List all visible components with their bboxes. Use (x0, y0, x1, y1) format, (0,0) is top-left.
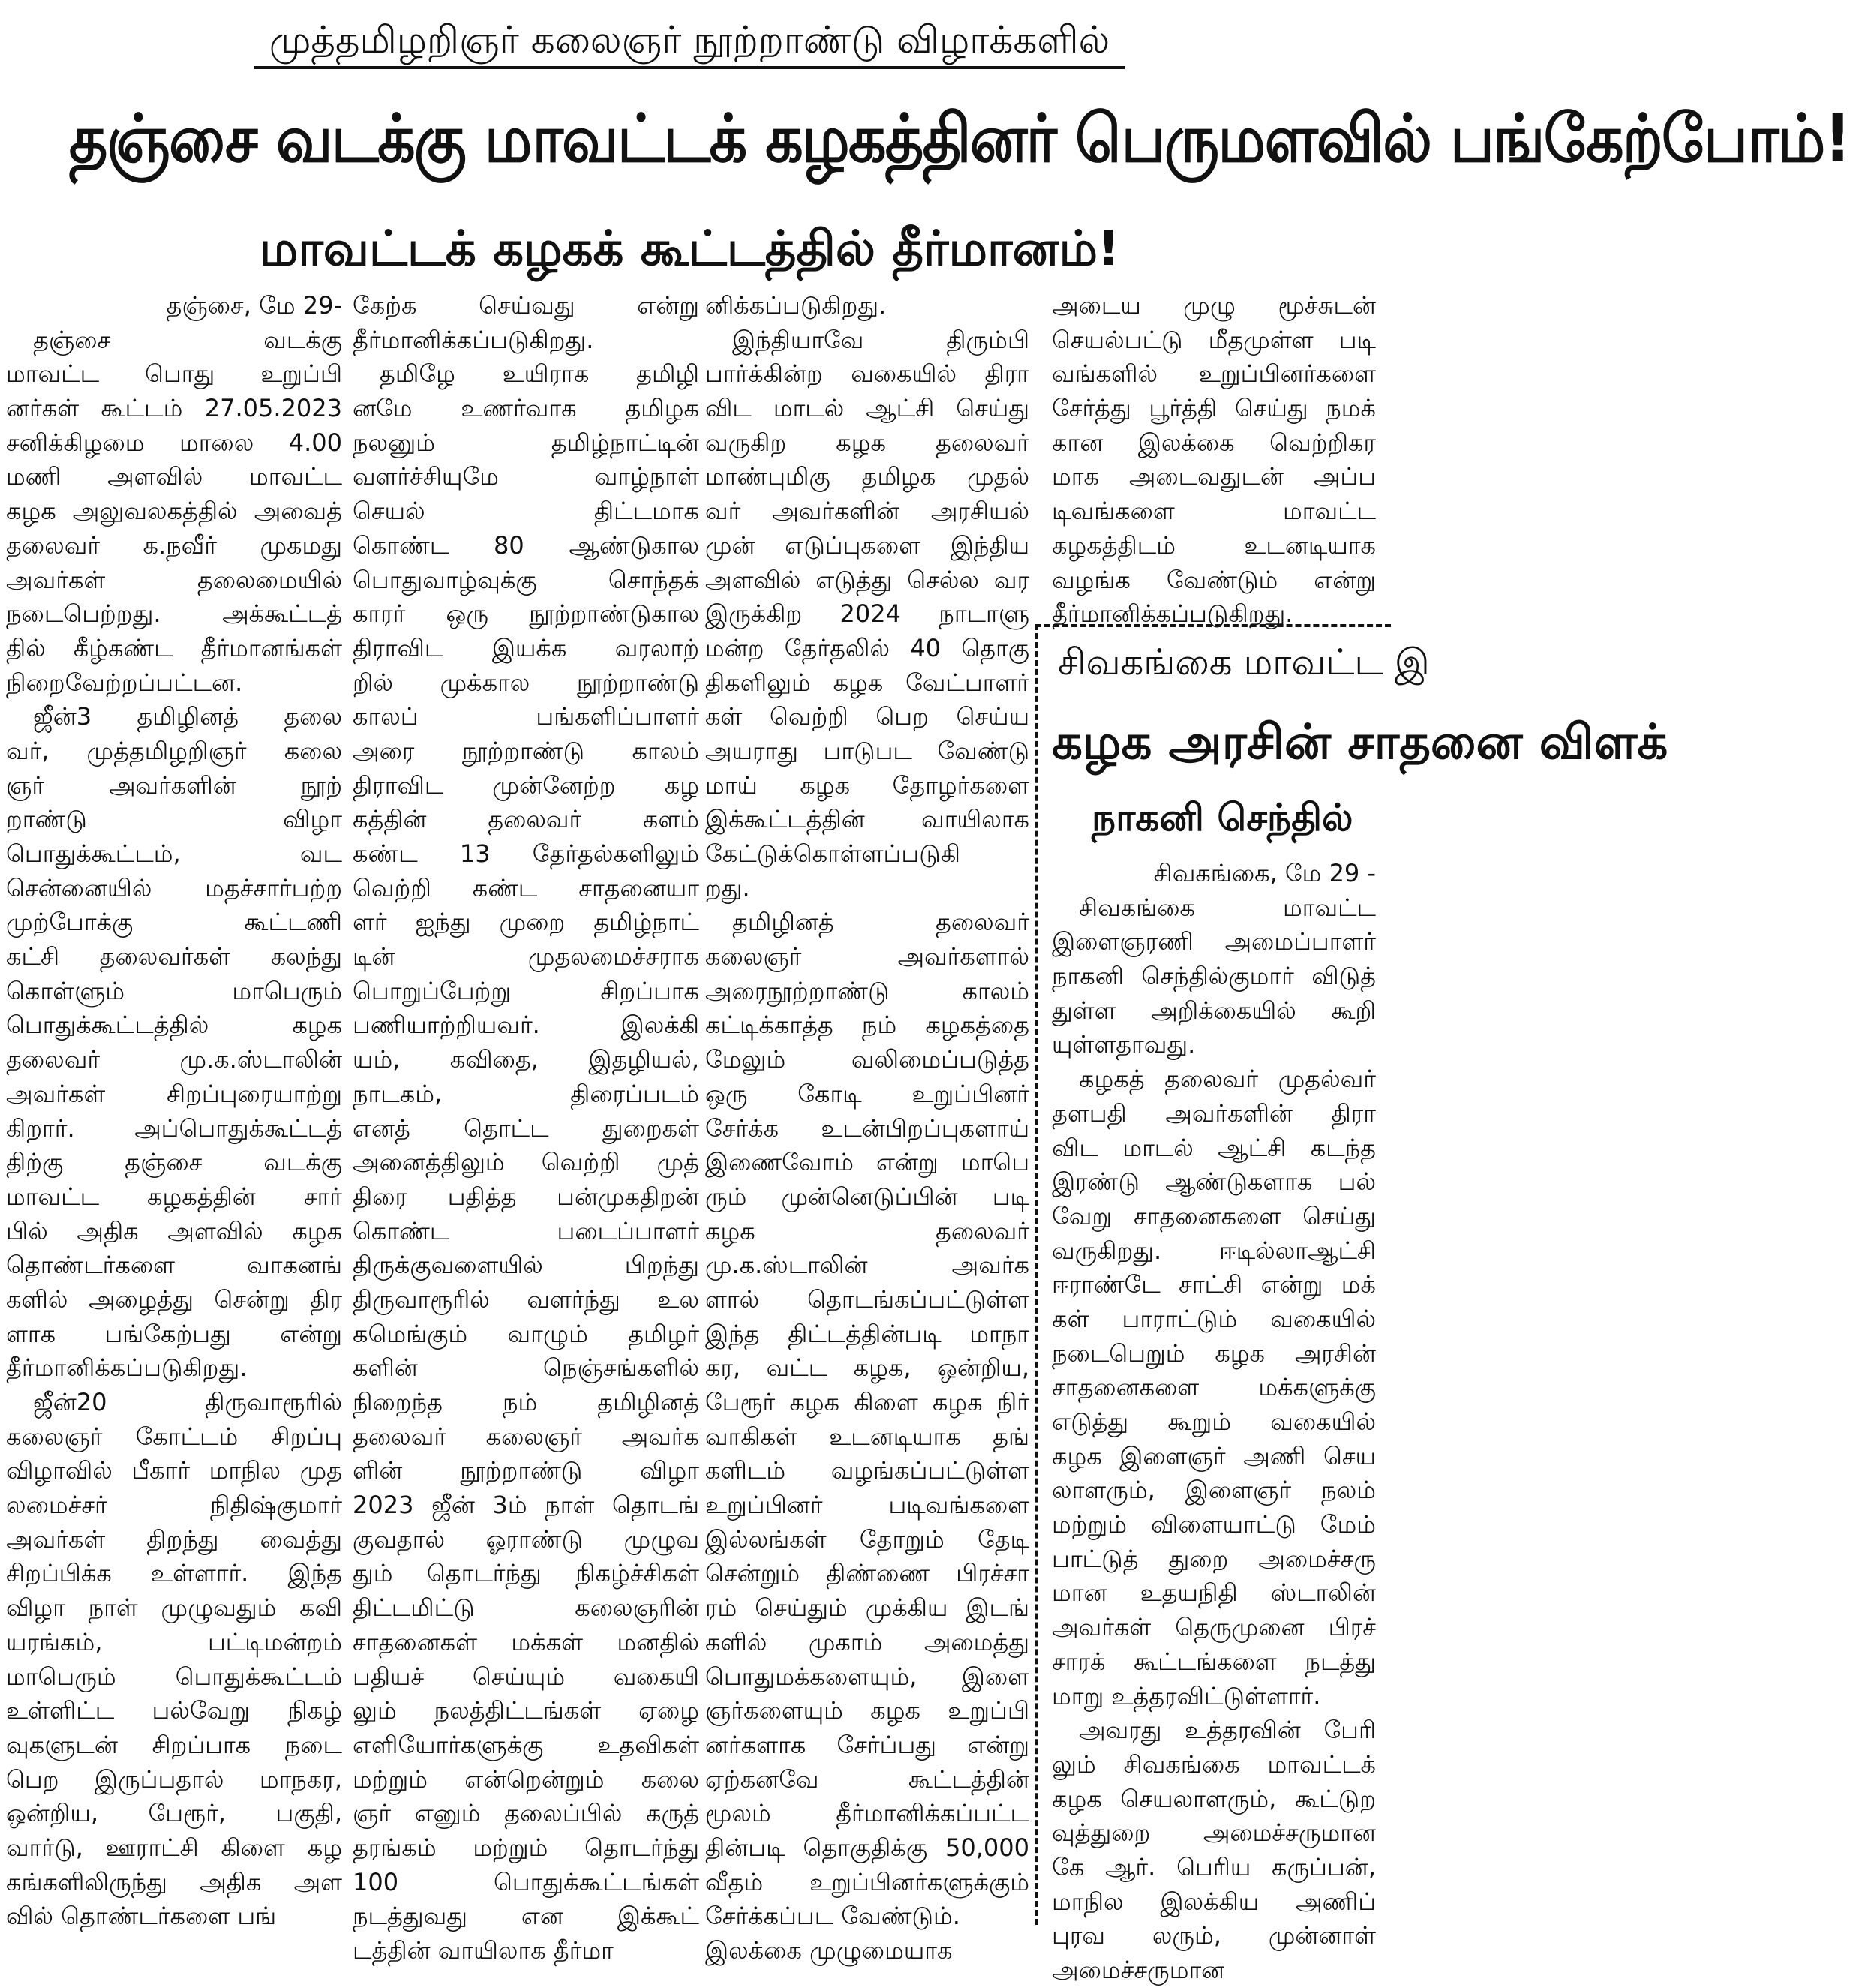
text-line: வளர்ச்சியுமே வாழ்நாள் (353, 462, 699, 491)
text-line: இருக்கிற 2024 நாடாளு (705, 599, 1029, 629)
text-line: தமிழே உயிராக தமிழி (380, 359, 699, 389)
text-line: யுள்ளதாவது. (1052, 1030, 1196, 1059)
text-line: மாநில இலக்கிய அணிப் (1052, 1887, 1376, 1916)
text-line: பொதுவாழ்வுக்கு சொந்தக் (353, 565, 699, 594)
text-line: மாபெரும் பொதுக்கூட்டம் (6, 1662, 342, 1691)
text-line: பணியாற்றியவர். இலக்கி (353, 1011, 699, 1040)
text-line: இலக்கை முழுமையாக (705, 1936, 953, 1965)
text-line: மாவட்ட கழகத்தின் சார் (6, 1182, 342, 1211)
text-line: மூலம் தீர்மானிக்கப்பட்ட (705, 1799, 1029, 1828)
text-line: ஜீன்20 திருவாரூரில் (33, 1388, 342, 1416)
text-line: மாக அடைவதுடன் அப்ப (1052, 462, 1376, 491)
text-line: ஞர்களையும் கழக உறுப்பி (705, 1696, 1029, 1725)
text-line: கட்சி தலைவர்கள் கலந்து (6, 942, 342, 971)
text-line: னர்களாக சேர்ப்பது என்று (705, 1730, 1029, 1759)
text-line: குவதால் ஓராண்டு முழுவ (353, 1524, 699, 1554)
text-line: யம், கவிதை, இதழியல், (353, 1045, 699, 1074)
text-line: சாதனைகளை மக்களுக்கு (1052, 1373, 1376, 1402)
text-line: முற்போக்கு கூட்டணி (6, 908, 342, 937)
text-line: கழகத்திடம் உடனடியாக (1052, 530, 1376, 560)
text-line: திகளிலும் கழக வேட்பாளர் (705, 668, 1029, 697)
text-line: முன் எடுப்புகளை இந்திய (705, 530, 1029, 560)
text-line: வார்டு, ஊராட்சி கிளை கழ (6, 1833, 342, 1862)
text-line: நிறைந்த நம் தமிழினத் (353, 1388, 699, 1416)
text-line: ளால் தொடங்கப்பட்டுள்ள (705, 1284, 1029, 1314)
text-line: அவர்கள் தலைமையில் (6, 565, 342, 594)
text-line: காலப் பங்களிப்பாளர் (353, 702, 699, 731)
box-kicker: சிவகங்கை மாவட்ட இ (1058, 641, 1430, 683)
text-line: பார்க்கின்ற வகையில் திரா (705, 359, 1029, 389)
text-line: சிறப்பிக்க உள்ளார். இந்த (6, 1559, 342, 1588)
text-line: கழக செயலாளரும், கூட்டுற (1052, 1784, 1376, 1813)
text-line: சிவகங்கை மாவட்ட (1079, 893, 1376, 922)
text-line: சாரக் கூட்டங்களை நடத்து (1052, 1647, 1376, 1676)
text-line: சேர்த்து பூர்த்தி செய்து நமக் (1052, 394, 1376, 423)
text-line: கழகத் தலைவர் முதல்வர் (1079, 1065, 1376, 1094)
text-line: கழக இளைஞர் அணி செய (1052, 1441, 1376, 1470)
text-line: இணைவோம் என்று மாபெ (705, 1148, 1029, 1177)
text-line: களில் அழைத்து சென்று திர (6, 1284, 342, 1314)
text-line: வெற்றி கண்ட சாதனையா (353, 873, 699, 902)
text-line: நிறைவேற்றப்பட்டன. (6, 668, 243, 697)
text-line: ஞர் அவர்களின் நூற் (6, 770, 342, 800)
text-line: அளவில் எடுத்து செல்ல வர (705, 565, 1029, 594)
text-line: டத்தின் வாயிலாக தீர்மா (353, 1936, 614, 1965)
text-line: கொண்ட 80 ஆண்டுகால (353, 530, 699, 560)
text-line: நாகனி செந்தில்குமார் விடுத் (1052, 962, 1376, 991)
text-line: காரர் ஒரு நூற்றாண்டுகால (353, 599, 699, 629)
text-line: வில் தொண்டர்களை பங் (6, 1902, 277, 1931)
text-line: னர்கள் கூட்டம் 27.05.2023 (6, 394, 342, 423)
text-line: மான உதயநிதி ஸ்டாலின் (1052, 1578, 1376, 1608)
text-line: கழக தலைவர் (705, 1216, 1029, 1245)
text-line: எளியோர்களுக்கு உதவிகள் (353, 1730, 699, 1759)
box-headline: கழக அரசின் சாதனை விளக் (1052, 715, 1668, 770)
text-line: தின்படி தொகுதிக்கு 50,000 (705, 1833, 1029, 1862)
text-line: பொதுக்கூட்டம், வட (6, 839, 342, 868)
text-line: தளபதி அவர்களின் திரா (1052, 1098, 1376, 1128)
text-line: செயல் திட்டமாக (353, 497, 699, 526)
text-line: எடுத்து கூறும் வகையில் (1052, 1407, 1376, 1436)
text-line: அவர்கள் திறந்து வைத்து (6, 1524, 342, 1554)
text-line: னமே உணர்வாக தமிழக (353, 394, 699, 423)
text-line: லமைச்சர் நிதிஷ்குமார் (6, 1491, 342, 1520)
text-line: டிவங்களை மாவட்ட (1052, 497, 1376, 526)
text-line: யரங்கம், பட்டிமன்றம் (6, 1627, 342, 1656)
text-line: அரை நூற்றாண்டு காலம் (353, 736, 699, 765)
text-line: சிவகங்கை, மே 29 - (1153, 859, 1376, 887)
text-line: பொதுமக்களையும், இளை (705, 1662, 1029, 1691)
article-column-4 (1052, 289, 1376, 632)
text-line: கலைஞர் அவர்களால் (705, 942, 1029, 971)
text-line: றில் முக்கால நூற்றாண்டு (353, 668, 699, 697)
kicker-text: முத்தமிழறிஞர் கலைஞர் நூற்றாண்டு விழாக்களில் (254, 14, 1125, 69)
text-line: இளைஞரணி அமைப்பாளர் (1052, 927, 1376, 956)
text-line: நாடகம், திரைப்படம் (353, 1079, 699, 1108)
text-line: தொண்டர்களை வாகனங் (6, 1251, 342, 1280)
text-line: வருகிறது. ஈடில்லாஆட்சி (1052, 1236, 1376, 1265)
text-line: அடைய முழு மூச்சுடன் (1052, 291, 1376, 320)
text-line: உள்ளிட்ட பல்வேறு நிகழ் (6, 1696, 342, 1725)
text-line: கொள்ளும் மாபெரும் (6, 976, 342, 1005)
text-line: நலனும் தமிழ்நாட்டின் (353, 428, 699, 457)
text-line: பெற இருப்பதால் மாநகர, (6, 1764, 342, 1794)
text-line: ஞர் எனும் தலைப்பில் கருத் (353, 1799, 699, 1828)
text-line: விழா நாள் முழுவதும் கவி (6, 1593, 342, 1623)
text-line: எனத் தொட்ட துறைகள் (353, 1113, 699, 1143)
text-line: சாதனைகள் மக்கள் மனதில் (353, 1627, 699, 1656)
text-line: றாண்டு விழா (6, 805, 342, 834)
text-line: வாகிகள் உடனடியாக தங் (705, 1422, 1029, 1451)
text-line: நடத்துவது என இக்கூட் (353, 1902, 699, 1931)
text-line: தலைவர் க.நவீர் முகமது (6, 530, 342, 560)
text-line: ஏற்கனவே கூட்டத்தின் (705, 1764, 1029, 1794)
text-line: கங்களிலிருந்து அதிக அள (6, 1867, 342, 1896)
text-line: லும் சிவகங்கை மாவட்டக் (1052, 1749, 1376, 1779)
text-line: டின் முதலமைச்சராக (353, 942, 699, 971)
text-line: மாண்புமிகு தமிழக முதல் (705, 462, 1029, 491)
text-line: பொதுக்கூட்டத்தில் கழக (6, 1011, 342, 1040)
text-line: பாட்டுத் துறை அமைச்சரு (1052, 1544, 1376, 1573)
text-line: இல்லங்கள் தோறும் தேடி (705, 1524, 1029, 1554)
text-line: மாவட்ட பொது உறுப்பி (6, 359, 342, 389)
text-line: தில் கீழ்கண்ட தீர்மானங்கள் (6, 633, 342, 662)
text-line: இந்த திட்டத்தின்படி மாநா (705, 1319, 1029, 1348)
text-line: இக்கூட்டத்தின் வாயிலாக (705, 805, 1029, 834)
text-line: திருக்குவளையில் பிறந்து (353, 1251, 699, 1280)
text-line: திருவாரூரில் வளர்ந்து உல (353, 1284, 699, 1314)
text-line: சனிக்கிழமை மாலை 4.00 (6, 428, 342, 457)
text-line: கிறார். அப்பொதுக்கூட்டத் (6, 1113, 342, 1143)
text-line: திட்டமிட்டு கலைஞரின் (353, 1593, 699, 1623)
text-line: ளின் நூற்றாண்டு விழா (353, 1456, 699, 1485)
text-line: மு.க.ஸ்டாலின் அவர்க (705, 1251, 1029, 1280)
text-line: இந்தியாவே திரும்பி (732, 325, 1029, 354)
text-line: ரம் செய்தும் முக்கிய இடங் (705, 1593, 1029, 1623)
text-line: கமெங்கும் வாழும் தமிழர் (353, 1319, 699, 1348)
text-line: கழக அலுவலகத்தில் அவைத் (6, 497, 342, 526)
text-line: மேலும் வலிமைப்படுத்த (705, 1045, 1029, 1074)
text-line: சென்றும் திண்ணை பிரச்சா (705, 1559, 1029, 1588)
text-line: தரங்கம் மற்றும் தொடர்ந்து (353, 1833, 699, 1862)
text-line: அவர்கள் தெருமுனை பிரச் (1052, 1613, 1376, 1642)
text-line: மன்ற தேர்தலில் 40 தொகு (705, 633, 1029, 662)
article-column-2 (353, 289, 699, 1968)
text-line: கள் பாராட்டும் வகையில் (1052, 1304, 1376, 1333)
text-line: சேர்க்க உடன்பிறப்புகளாய் (705, 1113, 1029, 1143)
text-line: தலைவர் மு.க.ஸ்டாலின் (6, 1045, 342, 1074)
text-line: தஞ்சை வடக்கு (33, 325, 342, 354)
text-line: பொறுப்பேற்று சிறப்பாக (353, 976, 699, 1005)
text-line: வங்களில் உறுப்பினர்களை (1052, 359, 1376, 389)
text-line: வீதம் உறுப்பினர்களுக்கும் (705, 1867, 1029, 1896)
text-line: களின் நெஞ்சங்களில் (353, 1353, 699, 1383)
text-line: வர், முத்தமிழறிஞர் கலை (6, 736, 342, 765)
article-column-3 (705, 289, 1029, 1968)
text-line: சென்னையில் மதச்சார்பற்ற (6, 873, 342, 902)
text-line: புரவ லரும், முன்னாள் (1052, 1921, 1376, 1950)
text-line: ரும் முன்னெடுப்பின் படி (705, 1182, 1029, 1211)
text-line: மாய் கழக தோழர்களை (705, 770, 1029, 800)
text-line: செயல்பட்டு மீதமுள்ள படி (1052, 325, 1376, 354)
text-line: களிடம் வழங்கப்பட்டுள்ள (705, 1456, 1029, 1485)
text-line: திராவிட முன்னேற்ற கழ (353, 770, 699, 800)
text-line: பில் அதிக அளவில் கழக (6, 1216, 342, 1245)
text-line: பேரூர் கழக கிளை கழக நிர் (705, 1388, 1029, 1416)
text-line: லும் நலத்திட்டங்கள் ஏழை (353, 1696, 699, 1725)
text-line: மணி அளவில் மாவட்ட (6, 462, 342, 491)
text-line: தலைவர் கலைஞர் அவர்க (353, 1422, 699, 1451)
kicker-headline (0, 14, 1379, 72)
text-line: ஒன்றிய, பேரூர், பகுதி, (6, 1799, 342, 1828)
text-line: களில் முகாம் அமைத்து (705, 1627, 1029, 1656)
text-line: கள் வெற்றி பெற செய்ய (705, 702, 1029, 731)
text-line: வருகிற கழக தலைவர் (705, 428, 1029, 457)
text-line: தீர்மானிக்கப்படுகிறது. (353, 325, 594, 354)
text-line: கட்டிக்காத்த நம் கழகத்தை (705, 1011, 1029, 1040)
main-headline: தஞ்சை வடக்கு மாவட்டக் கழகத்தினர் பெருமளவில் பங்கேற்போம்! (68, 100, 1850, 177)
box-byline: நாகனி செந்தில் (1092, 796, 1353, 839)
text-line: நடைபெற்றது. அக்கூட்டத் (6, 599, 342, 629)
text-line: ஜீன்3 தமிழினத் தலை (33, 702, 342, 731)
text-line: வேறு சாதனைகளை செய்து (1052, 1201, 1376, 1230)
text-line: மற்றும் விளையாட்டு மேம் (1052, 1510, 1376, 1539)
text-line: கே ஆர். பெரிய கருப்பன், (1052, 1852, 1376, 1881)
text-line: தீர்மானிக்கப்படுகிறது. (6, 1353, 248, 1383)
text-line: திராவிட இயக்க வரலாற் (353, 633, 699, 662)
text-line: மாறு உத்தரவிட்டுள்ளார். (1052, 1681, 1321, 1710)
sub-headline: மாவட்டக் கழகக் கூட்டத்தில் தீர்மானம்! (259, 221, 1120, 277)
text-line: னிக்கப்படுகிறது. (705, 291, 887, 320)
text-line: திரை பதித்த பன்முகதிறன் (353, 1182, 699, 1211)
box-article-column (1052, 857, 1376, 1988)
text-line: கேற்க செய்வது என்று (353, 291, 699, 320)
text-line: இரண்டு ஆண்டுகளாக பல் (1052, 1167, 1376, 1197)
text-line: கேட்டுக்கொள்ளப்படுகி (705, 839, 960, 868)
text-line: ஈராண்டே சாட்சி என்று மக் (1052, 1270, 1376, 1299)
text-line: ஒரு கோடி உறுப்பினர் (705, 1079, 1029, 1108)
text-line: தஞ்சை, மே 29- (166, 291, 342, 320)
text-line: மற்றும் என்றென்றும் கலை (353, 1764, 699, 1794)
text-line: வழங்க வேண்டும் என்று (1052, 565, 1376, 594)
text-line: அமைச்சருமான (1052, 1956, 1225, 1984)
text-line: கர, வட்ட கழக, ஒன்றிய, (705, 1353, 1029, 1383)
text-line: விட மாடல் ஆட்சி செய்து (705, 394, 1029, 423)
text-line: ளர் ஐந்து முறை தமிழ்நாட் (353, 908, 699, 937)
text-line: கொண்ட படைப்பாளர் (353, 1216, 699, 1245)
text-line: தும் தொடர்ந்து நிகழ்ச்சிகள் (353, 1559, 699, 1588)
text-line: விட மாடல் ஆட்சி கடந்த (1052, 1133, 1376, 1162)
text-line: அரைநூற்றாண்டு காலம் (705, 976, 1029, 1005)
text-line: துள்ள அறிக்கையில் கூறி (1052, 996, 1376, 1025)
text-line: லாளரும், இளைஞர் நலம் (1052, 1476, 1376, 1505)
text-line: பதியச் செய்யும் வகையி (353, 1662, 699, 1691)
article-column-1 (6, 289, 342, 1934)
text-line: 2023 ஜீன் 3ம் நாள் தொடங் (353, 1491, 699, 1520)
text-line: கண்ட 13 தேர்தல்களிலும் (353, 839, 699, 868)
text-line: உறுப்பினர் படிவங்களை (705, 1491, 1029, 1520)
text-line: சேர்க்கப்பட வேண்டும். (705, 1902, 960, 1931)
text-line: வுத்துறை அமைச்சருமான (1052, 1818, 1376, 1848)
text-line: நடைபெறும் கழக அரசின் (1052, 1338, 1376, 1368)
text-line: அவரது உத்தரவின் பேரி (1079, 1716, 1376, 1745)
text-line: 100 பொதுக்கூட்டங்கள் (353, 1867, 699, 1896)
text-line: தமிழினத் தலைவர் (732, 908, 1029, 937)
text-line: றது. (705, 873, 750, 902)
text-line: தீர்மானிக்கப்படுகிறது. (1052, 599, 1293, 629)
text-line: அவர்கள் சிறப்புரையாற்று (6, 1079, 342, 1108)
text-line: கலைஞர் கோட்டம் சிறப்பு (6, 1422, 342, 1451)
text-line: அனைத்திலும் வெற்றி முத் (353, 1148, 699, 1177)
text-line: ளாக பங்கேற்பது என்று (6, 1319, 342, 1348)
text-line: வர் அவர்களின் அரசியல் (705, 497, 1029, 526)
text-line: கத்தின் தலைவர் களம் (353, 805, 699, 834)
text-line: அயராது பாடுபட வேண்டு (705, 736, 1029, 765)
text-line: திற்கு தஞ்சை வடக்கு (6, 1148, 342, 1177)
text-line: விழாவில் பீகார் மாநில முத (6, 1456, 342, 1485)
text-line: வுகளுடன் சிறப்பாக நடை (6, 1730, 342, 1759)
text-line: கான இலக்கை வெற்றிகர (1052, 428, 1376, 457)
